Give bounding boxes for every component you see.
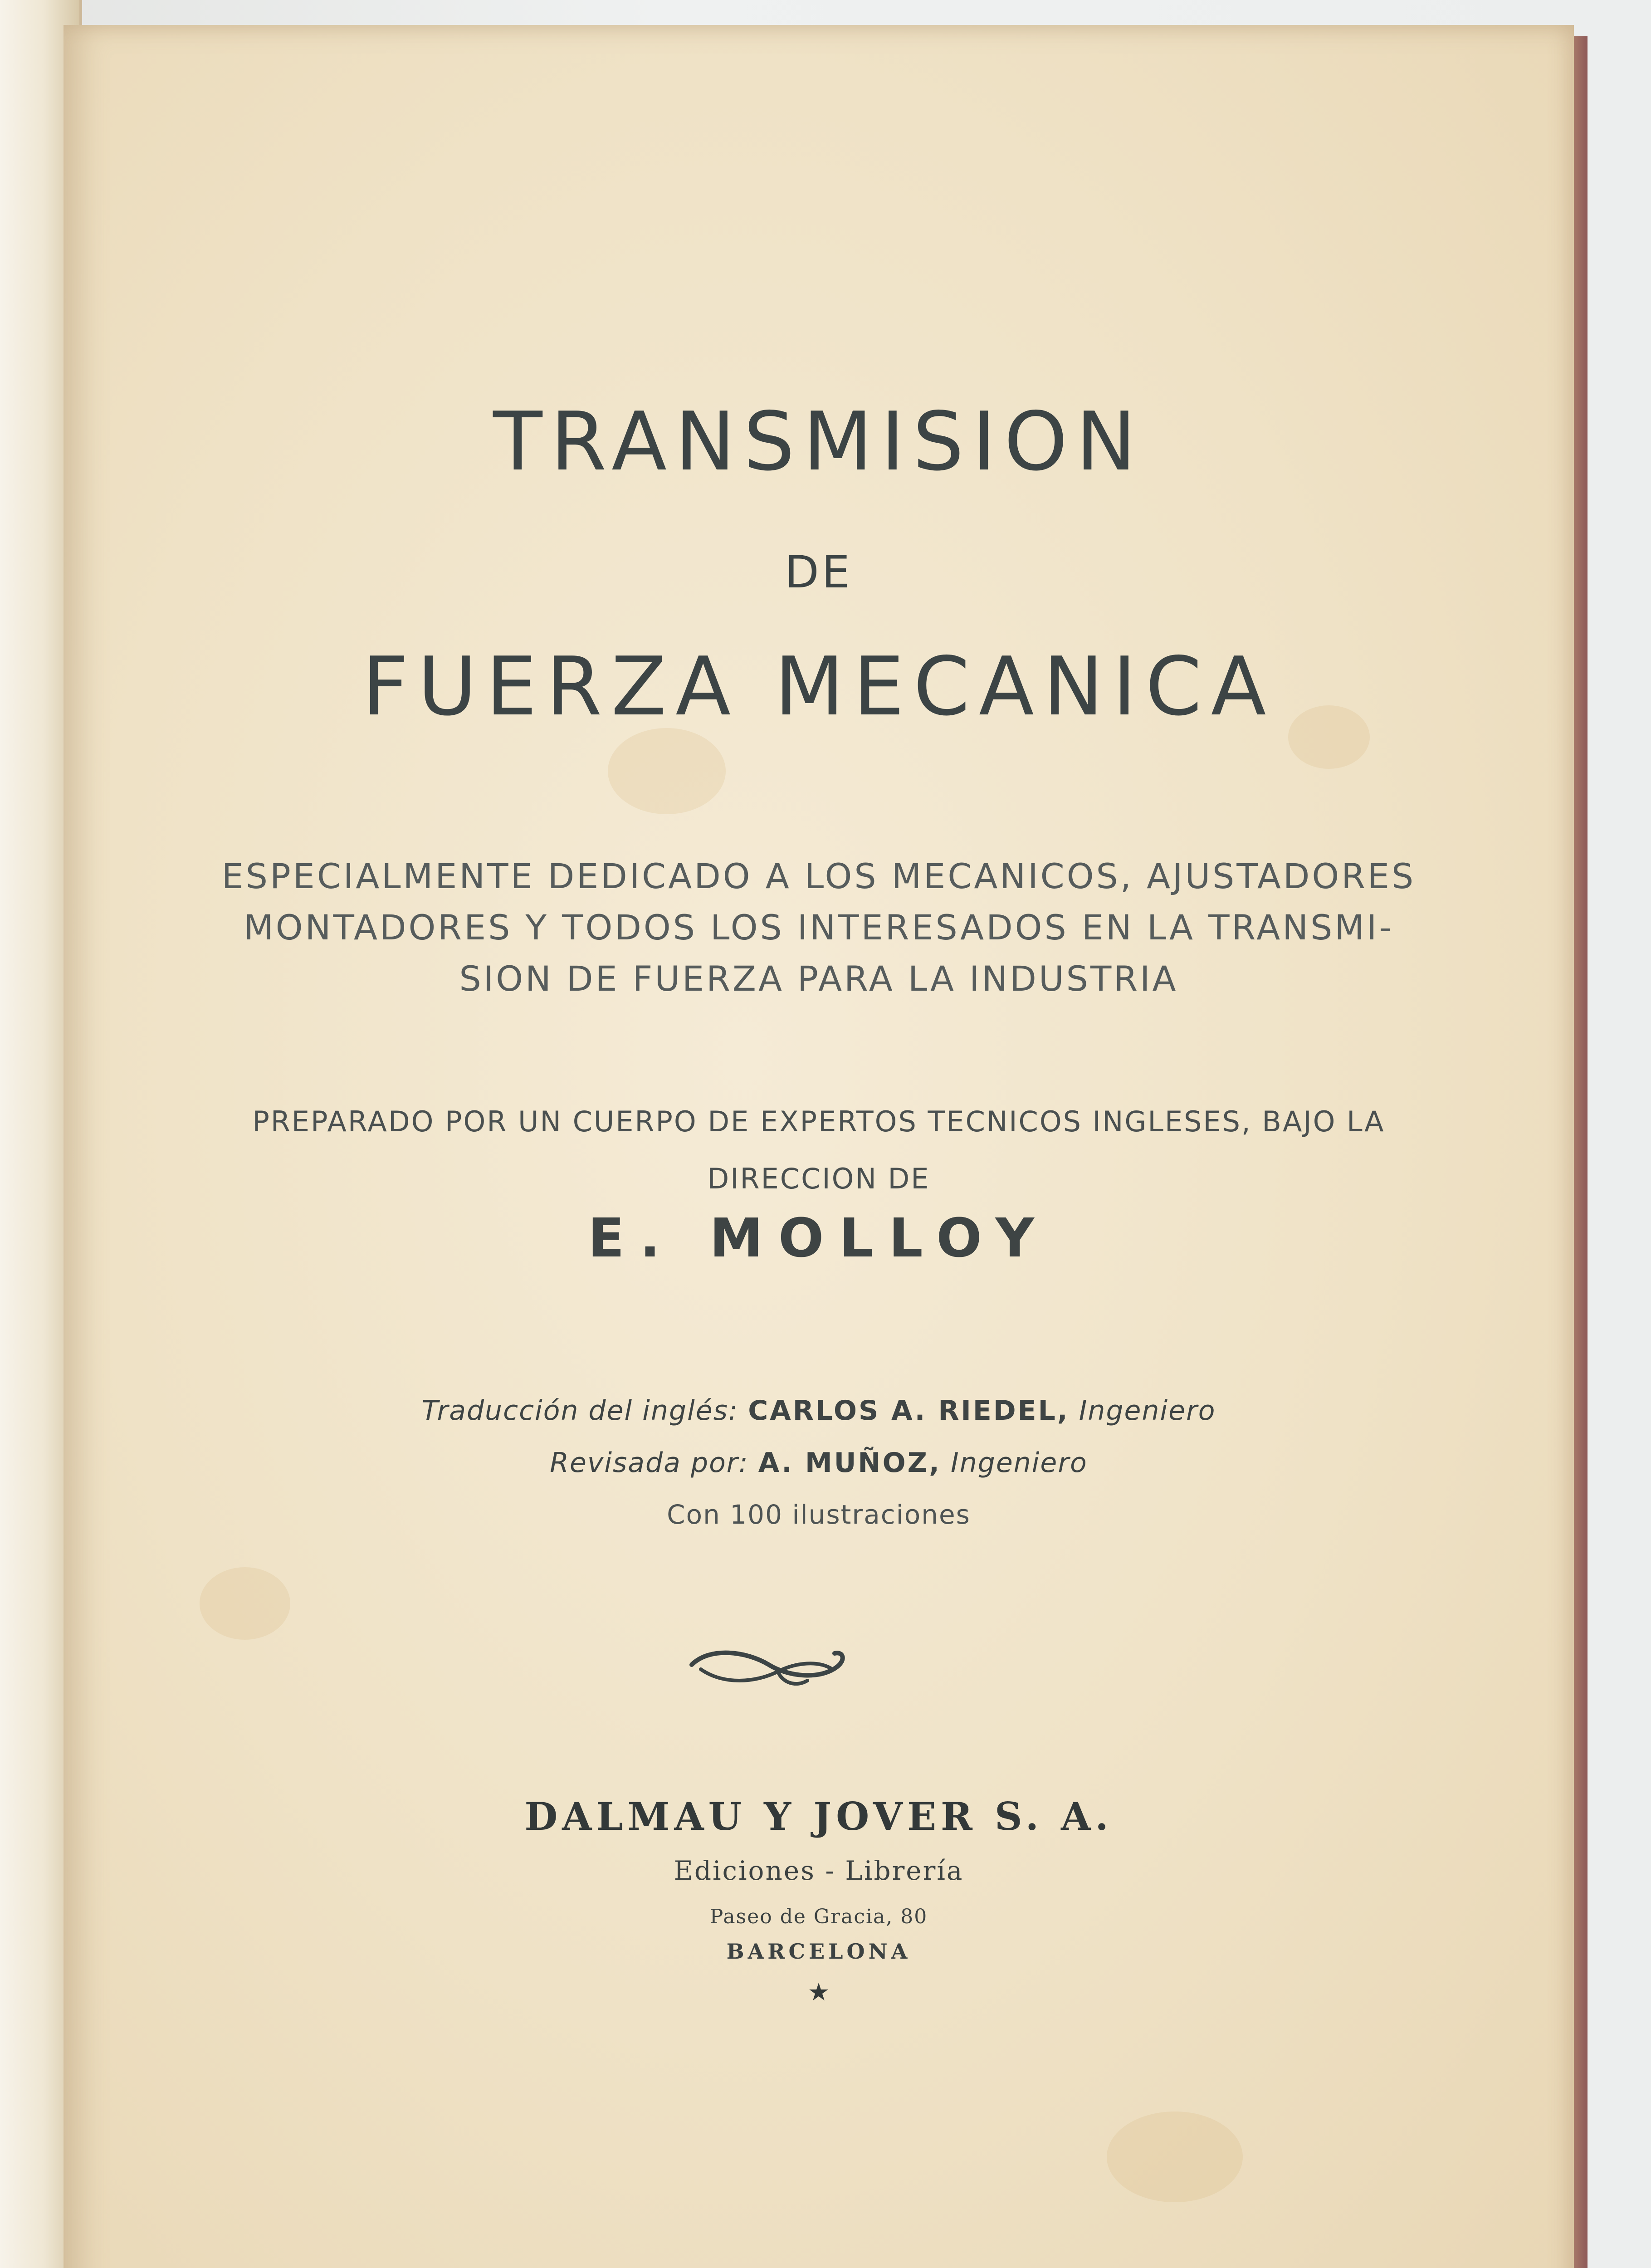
prepared-by-line-1: PREPARADO POR UN CUERPO DE EXPERTOS TECNICOS INGLESES, BAJO LA bbox=[252, 1105, 1385, 1138]
book-title-line-2: DE bbox=[785, 547, 853, 598]
subtitle-line-2: MONTADORES Y TODOS LOS INTERESADOS EN LA TRANSMI- bbox=[244, 907, 1394, 948]
revision-credit bbox=[64, 1447, 1574, 1479]
star-icon: ★ bbox=[807, 1978, 830, 2006]
prepared-by-line-2: DIRECCION DE bbox=[707, 1162, 930, 1195]
foxing-spot bbox=[1107, 2112, 1243, 2202]
publisher-type: Ediciones - Librería bbox=[674, 1855, 964, 1886]
book-title-line-1: TRANSMISION bbox=[493, 395, 1144, 489]
book-title-line-3: FUERZA MECANICA bbox=[362, 640, 1275, 733]
title-page bbox=[64, 25, 1574, 2268]
publisher-address: Paseo de Gracia, 80 bbox=[709, 1905, 928, 1928]
translator-title: Ingeniero bbox=[1079, 1395, 1216, 1427]
revision-label: Revisada por: bbox=[550, 1447, 749, 1479]
foxing-spot bbox=[608, 728, 726, 814]
publisher-name: DALMAU Y JOVER S. A. bbox=[524, 1794, 1113, 1839]
publisher-city: BARCELONA bbox=[726, 1939, 911, 1964]
translator-name: CARLOS A. RIEDEL, bbox=[748, 1395, 1070, 1427]
subtitle-block bbox=[64, 850, 1574, 1004]
subtitle-line-3: SION DE FUERZA PARA LA INDUSTRIA bbox=[459, 958, 1178, 999]
subtitle-line-1: ESPECIALMENTE DEDICADO A LOS MECANICOS, AJUSTADORES bbox=[221, 856, 1416, 896]
reviser-name: A. MUÑOZ, bbox=[758, 1447, 941, 1479]
flourish-ornament-icon bbox=[683, 1633, 855, 1701]
reviser-title: Ingeniero bbox=[951, 1447, 1088, 1479]
translation-label: Traducción del inglés: bbox=[421, 1395, 739, 1427]
prepared-by-block bbox=[64, 1093, 1574, 1207]
foxing-spot bbox=[200, 1567, 290, 1640]
illustrations-note: Con 100 ilustraciones bbox=[667, 1499, 971, 1530]
author-name: E. MOLLOY bbox=[588, 1207, 1050, 1269]
translation-credit bbox=[64, 1395, 1574, 1427]
